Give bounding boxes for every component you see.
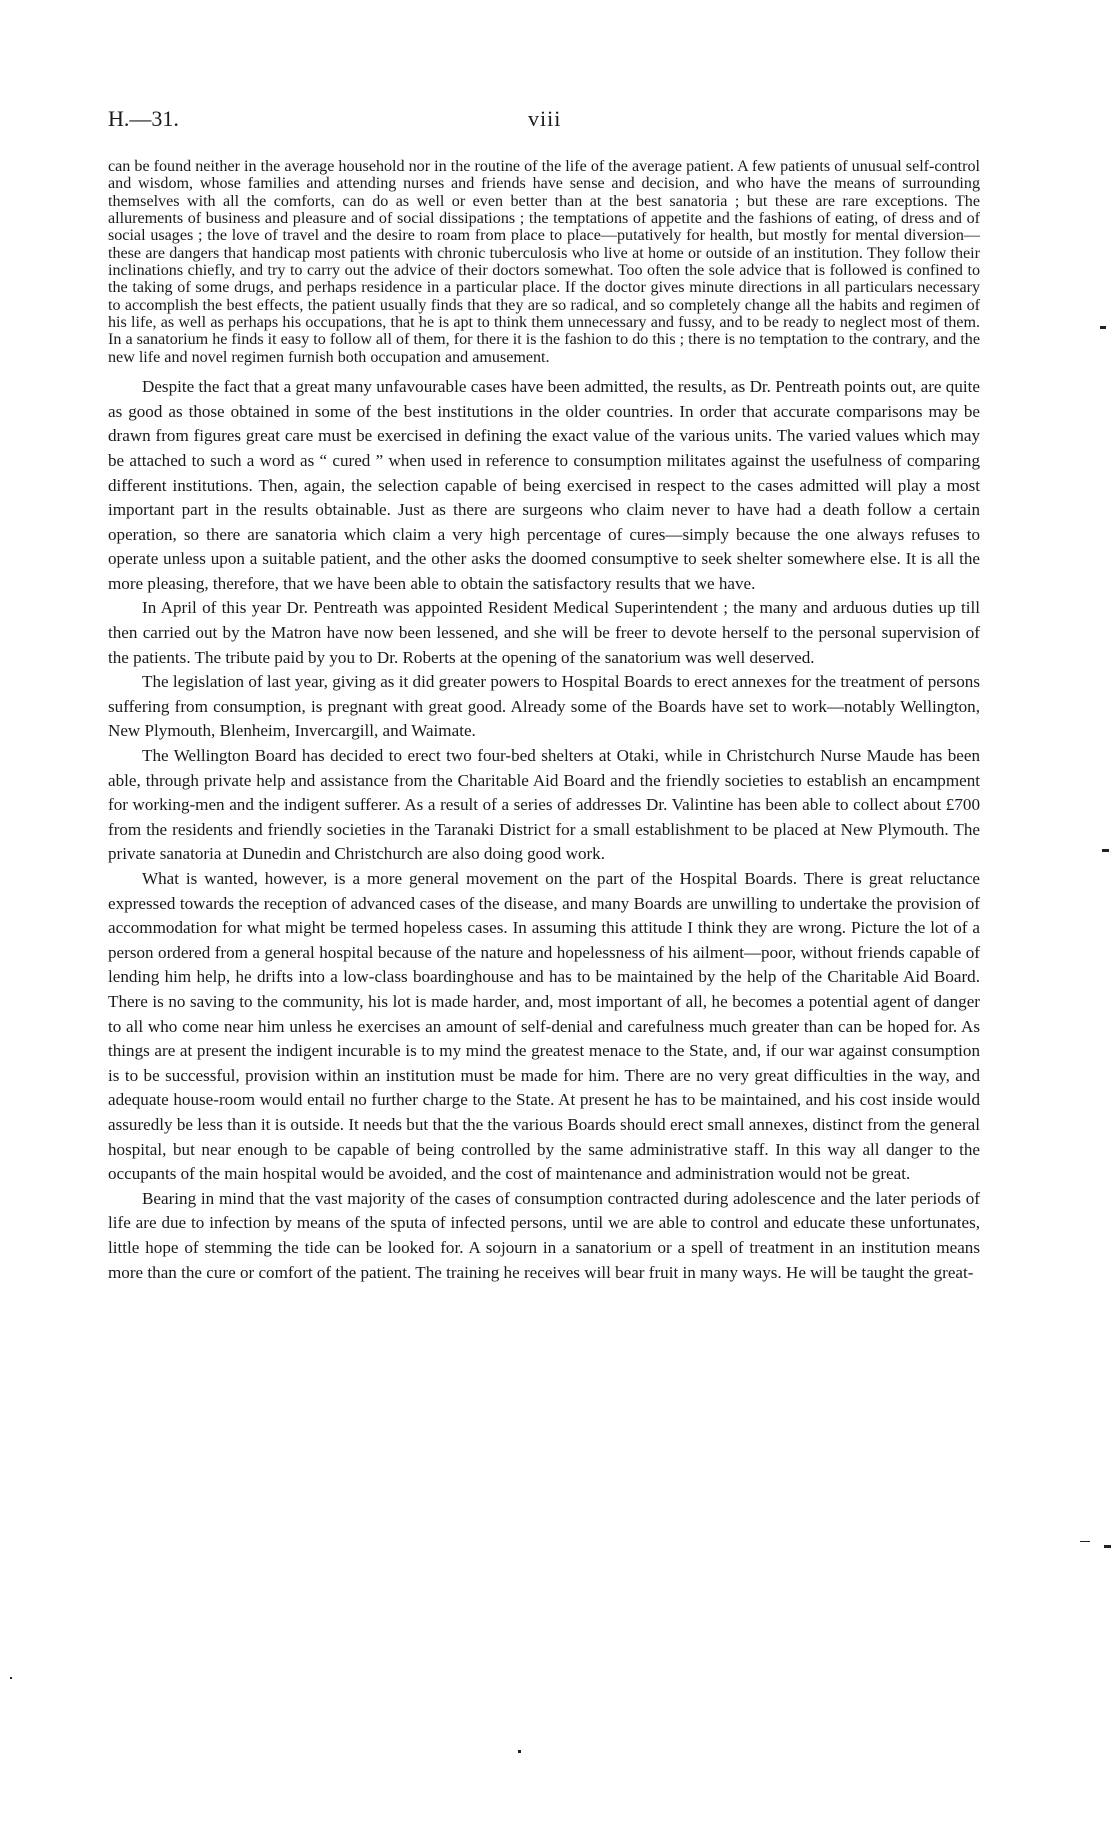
- paragraph-5: The Wellington Board has decided to erect two four-bed shelters at Otaki, while in Christchurch Nurse Maude has been able, through private help and assistance from the Charitable Aid Board and the friendly societies to establish an encampment for working-men and the indigent sufferer. As a result of a series of addresses Dr. Valintine has been able to collect about £700 from the residents and friendly societies in the Taranaki District for a small establishment to be placed at New Plymouth. The private sanatoria at Dunedin and Christchurch are also doing good work.: [108, 746, 980, 864]
- margin-mark: [1102, 849, 1109, 852]
- parliamentary-paper-reference: H.—31.: [108, 106, 179, 131]
- margin-mark: [1104, 1545, 1111, 1548]
- paragraph-7: Bearing in mind that the vast majority of the cases of consumption contracted during adolescence and the later periods of life are due to infection by means of the sputa of infected persons, until we are able to control and educate these unfortunates, little hope of stemming the tide can be looked for. A sojourn in a sanatorium or a spell of treatment in an institution means more than the cure or comfort of the patient. The training he receives will bear fruit in many ways. He will be taught the great-: [108, 1188, 980, 1282]
- margin-mark: [1100, 326, 1106, 329]
- page-header: [108, 106, 998, 136]
- paragraph-2: Despite the fact that a great many unfavourable cases have been admitted, the results, as Dr. Pentreath points out, are quite as good as those obtained in some of the best institutions in the older countries. In order that accurate comparisons may be drawn from figures great care must be exercised in defining the exact value of the various units. The varied values which may be attached to such a word as “ cured ” when used in reference to consumption militates against the usefulness of comparing different institutions. Then, again, the selection capable of being exercised in respect to the cases admitted will play a most important part in the results obtainable. Just as there are surgeons who claim never to have had a death follow a certain operation, so there are sanatoria which claim a very high percentage of cures—simply because the one always refuses to operate unless upon a suitable patient, and the other asks the doomed consumptive to seek shelter somewhere else. It is all the more pleasing, therefore, that we have been able to obtain the satisfactory results that we have.: [108, 377, 980, 593]
- paragraph-3: In April of this year Dr. Pentreath was appointed Resident Medical Superintendent ; the many and arduous duties up till then carried out by the Matron have now been lessened, and she will be freer to devote herself to the personal supervision of the patients. The tribute paid by you to Dr. Roberts at the opening of the sanatorium was well deserved.: [108, 598, 980, 667]
- page-number: viii: [528, 106, 562, 131]
- paragraph-4: The legislation of last year, giving as it did greater powers to Hospital Boards to erect annexes for the treatment of persons suffering from consumption, is pregnant with great good. Already some of the Boards have set to work—notably Wellington, New Plymouth, Blenheim, Invercargill, and Waimate.: [108, 672, 980, 741]
- margin-mark: [1080, 1541, 1090, 1542]
- paragraph-6: What is wanted, however, is a more general movement on the part of the Hospital Boards. There is great reluctance expressed towards the reception of advanced cases of the disease, and many Boards are unwilling to undertake the provision of accommodation for what might be termed hopeless cases. In assuming this attitude I think they are wrong. Picture the lot of a person ordered from a general hospital because of the nature and hopelessness of his ailment—poor, without friends capable of lending him help, he drifts into a low-class boardinghouse and has to be maintained by the help of the Charitable Aid Board. There is no saving to the community, his lot is made harder, and, most important of all, he becomes a potential agent of danger to all who come near him unless he exercises an amount of self-denial and carefulness much greater than can be hoped for. As things are at present the indigent incurable is to my mind the greatest menace to the State, and, if our war against consumption is to be successful, provision within an institution must be made for him. There are no very great difficulties in the way, and adequate house-room would entail no further charge to the State. At present he has to be maintained, and his cost inside would assuredly be less than it is outside. It needs but that the the various Boards should erect small annexes, distinct from the general hospital, but near enough to be capable of being controlled by the same administrative staff. In this way all danger to the occupants of the main hospital would be avoided, and the cost of maintenance and administration would not be great.: [108, 869, 980, 1184]
- margin-mark: [518, 1750, 521, 1753]
- margin-mark: [10, 1677, 12, 1679]
- paragraph-1: can be found neither in the average household nor in the routine of the life of the average patient. A few patients of unusual self-control and wisdom, whose families and attending nurses and friends have sense and decision, and who have the means of surrounding themselves with all the comforts, can do as well or even better than at the best sanatoria ; but these are rare exceptions. The allurements of business and pleasure and of social dissipations ; the temptations of appetite and the fashions of eating, of dress and of social usages ; the love of travel and the desire to roam from place to place—putatively for health, but mostly for mental diversion—these are dangers that handicap most patients with chronic tuberculosis who live at home or outside of an institution. They follow their inclinations chiefly, and try to carry out the advice of their doctors somewhat. Too often the sole advice that is followed is confined to the taking of some drugs, and perhaps residence in a particular place. If the doctor gives minute directions in all particulars necessary to accomplish the best effects, the patient usually finds that they are so radical, and so completely change all the habits and regimen of his life, as well as perhaps his occupations, that he is apt to think them unnecessary and fussy, and to be ready to neglect most of them. In a sanatorium he finds it easy to follow all of them, for there it is the fashion to do this ; there is no temptation to the contrary, and the new life and novel regimen furnish both occupation and amusement.: [108, 158, 980, 366]
- body-text: [108, 158, 980, 1285]
